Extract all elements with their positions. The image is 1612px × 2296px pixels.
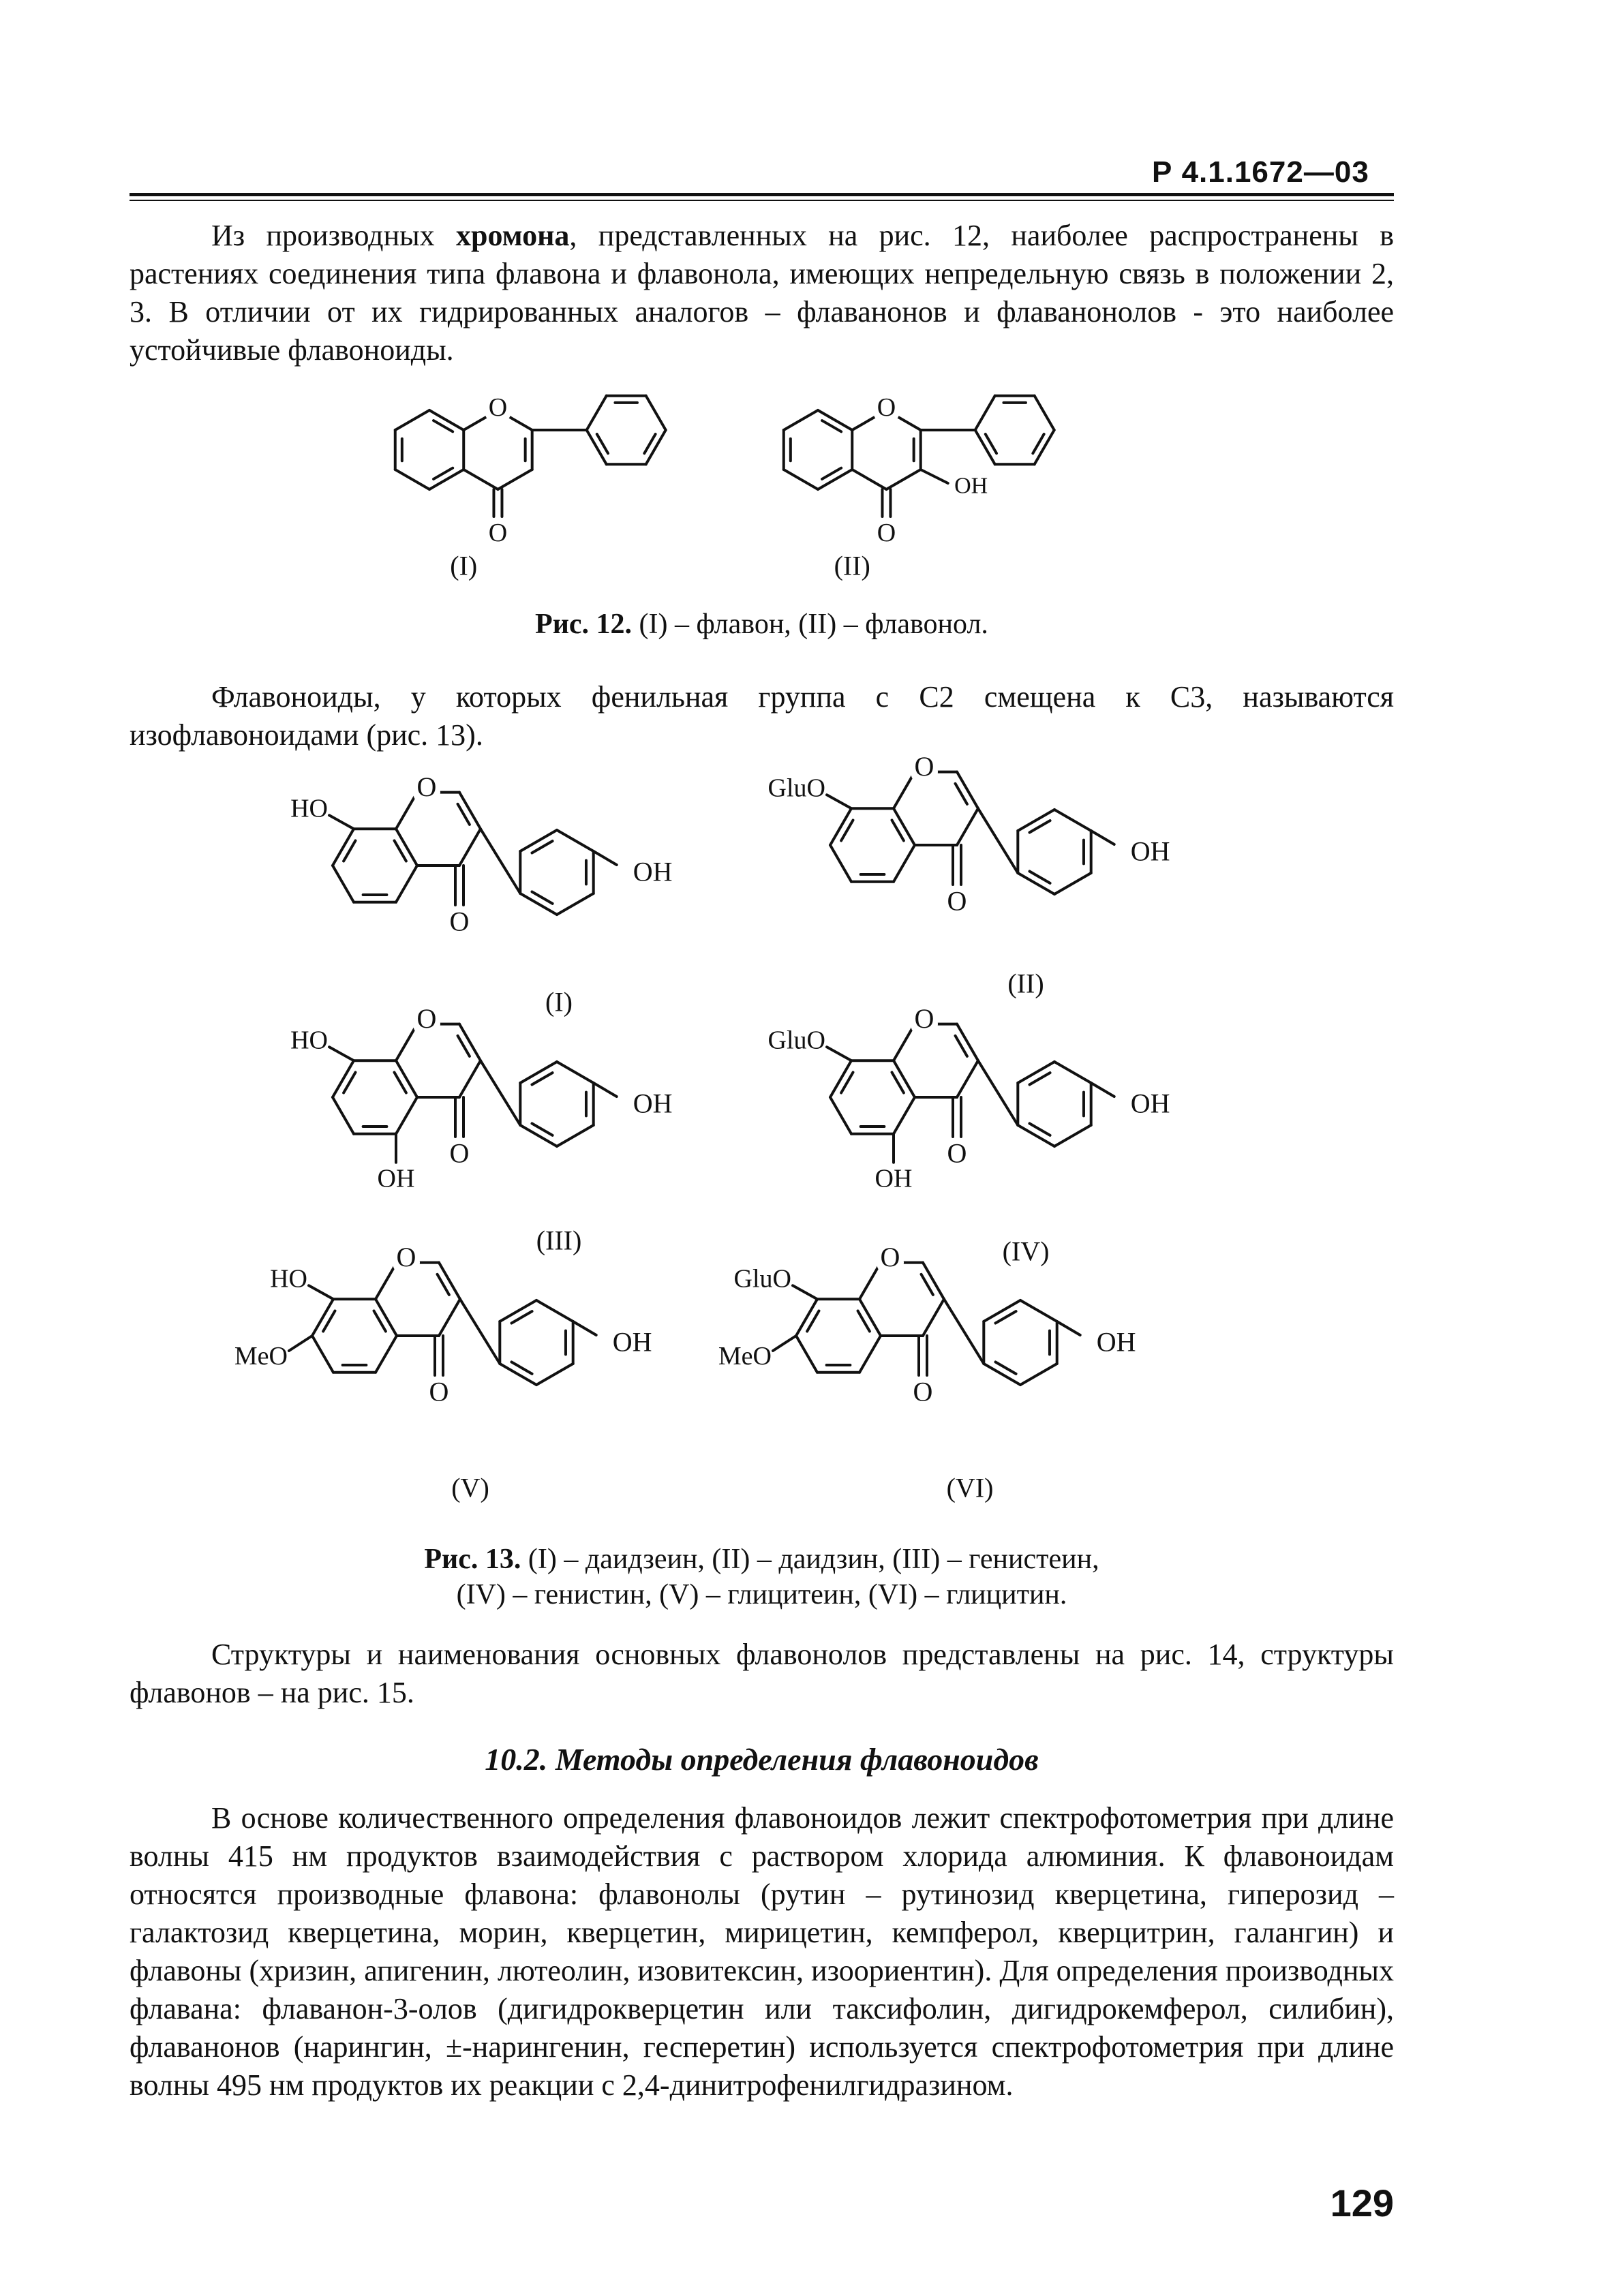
phenyl-bond bbox=[1035, 396, 1054, 430]
ring-a-bond bbox=[784, 470, 818, 489]
p1-before: Из производных bbox=[211, 219, 457, 252]
isoflavone-structure bbox=[768, 751, 1170, 916]
paragraph-methods bbox=[130, 1799, 1394, 2104]
phenyl-link-bond bbox=[978, 1060, 1018, 1125]
phenyl-bond bbox=[1020, 1300, 1057, 1321]
hydroxyl-4prime: OH bbox=[1130, 836, 1170, 867]
ring-a-bond bbox=[395, 470, 429, 489]
ring-a-bond bbox=[784, 410, 818, 430]
phenyl-bond bbox=[1020, 1364, 1057, 1385]
ring-c-bond bbox=[459, 1060, 481, 1097]
section-title: 10.2. Методы определения флавоноидов bbox=[485, 1742, 1039, 1777]
figure-13-structures bbox=[130, 751, 1394, 1527]
ring-c-bond bbox=[860, 1263, 881, 1300]
hydroxyl-4prime: OH bbox=[1096, 1326, 1136, 1358]
substituent-6: MeO bbox=[234, 1342, 288, 1371]
ring-c-bond bbox=[923, 1299, 944, 1336]
ring-a-bond bbox=[894, 845, 915, 882]
isoflavone-structure bbox=[234, 1242, 652, 1407]
structure-label: (II) bbox=[1007, 968, 1044, 999]
structure-label: (III) bbox=[536, 1225, 582, 1256]
fig12-caption-text: (I) – флавон, (II) – флавонол. bbox=[632, 609, 988, 640]
ring-oxygen: O bbox=[914, 1003, 934, 1035]
ring-a-bond bbox=[333, 866, 354, 902]
ring-oxygen: O bbox=[880, 1242, 900, 1273]
carbonyl-oxygen: O bbox=[429, 1376, 449, 1407]
isoflavone-structure bbox=[718, 1242, 1136, 1407]
ring-oxygen: O bbox=[914, 751, 934, 782]
structure-label: (VI) bbox=[946, 1472, 994, 1503]
phenyl-bond bbox=[975, 396, 995, 430]
phenyl-link-bond bbox=[460, 1299, 500, 1364]
phenyl-link-bond bbox=[944, 1299, 984, 1364]
oh-bond bbox=[1057, 1321, 1080, 1335]
isoflavone-structure bbox=[290, 771, 672, 936]
hydroxyl-4prime: OH bbox=[633, 1088, 673, 1119]
ring-oxygen: O bbox=[488, 393, 508, 422]
ring-a-bond bbox=[333, 1097, 354, 1134]
subst7-bond bbox=[827, 1047, 851, 1060]
subst7-bond bbox=[793, 1285, 817, 1299]
oh-bond bbox=[573, 1321, 596, 1335]
oh-bond bbox=[921, 470, 948, 483]
carbonyl-oxygen: O bbox=[449, 906, 470, 937]
page-number: 129 bbox=[1330, 2182, 1394, 2224]
phenyl-bond bbox=[536, 1300, 573, 1321]
ring-c-bond bbox=[376, 1263, 397, 1300]
ring-c-bond bbox=[886, 470, 920, 489]
carbonyl-oxygen: O bbox=[947, 885, 967, 917]
p1-bold-term: хромона bbox=[456, 219, 570, 252]
carbonyl-oxygen: O bbox=[488, 519, 508, 547]
phenyl-bond bbox=[1054, 1062, 1091, 1083]
ring-oxygen: O bbox=[877, 393, 896, 422]
substituent-7: GluO bbox=[733, 1264, 791, 1294]
ring-c-bond bbox=[463, 470, 498, 489]
substituent-7: GluO bbox=[767, 774, 825, 803]
phenyl-bond bbox=[557, 1062, 594, 1083]
structure-label: (IV) bbox=[1002, 1236, 1050, 1267]
subst6-bond bbox=[289, 1336, 312, 1351]
flavone-structure bbox=[395, 393, 666, 581]
carbonyl-oxygen: O bbox=[913, 1376, 933, 1407]
subst7-bond bbox=[329, 1047, 354, 1060]
ring-a-bond bbox=[395, 410, 429, 430]
ring-a-bond bbox=[396, 866, 417, 902]
ring-oxygen: O bbox=[416, 771, 437, 803]
subst7-bond bbox=[827, 795, 851, 808]
figure-12-structures bbox=[130, 382, 1394, 593]
subst7-bond bbox=[329, 815, 354, 829]
p1-after: , представленных на рис. 12, наиболее распространены в растениях соединения типа флавона и флавонола, имеющих непредельную связь в положении 2, 3. В отличии от их гидрированных аналогов – флаванонов и флаванонолов - это наиболее устойчивые флавоноиды. bbox=[130, 219, 1394, 367]
phenyl-bond bbox=[557, 893, 594, 915]
ring-c-bond bbox=[957, 808, 978, 845]
carbonyl-oxygen: O bbox=[877, 519, 896, 547]
isoflavone-structure bbox=[768, 1003, 1170, 1193]
ring-c-bond bbox=[894, 772, 915, 809]
ring-a-bond bbox=[860, 1336, 881, 1373]
ring-c-bond bbox=[396, 793, 417, 829]
oh-bond bbox=[1091, 831, 1114, 844]
structure-label: (I) bbox=[545, 986, 573, 1017]
ring-a-bond bbox=[894, 1097, 915, 1134]
substituent-7: HO bbox=[290, 1026, 328, 1055]
oh-bond bbox=[594, 1083, 617, 1097]
phenyl-link-bond bbox=[481, 829, 520, 893]
ring-c-bond bbox=[957, 1060, 978, 1097]
ring-c-bond bbox=[498, 470, 532, 489]
phenyl-bond bbox=[1054, 873, 1091, 894]
hydroxyl-4prime: OH bbox=[633, 856, 673, 887]
carbonyl-oxygen: O bbox=[449, 1137, 470, 1169]
figure-12-caption bbox=[130, 607, 1394, 642]
paragraph-isoflavonoids bbox=[130, 678, 1394, 754]
ring-oxygen: O bbox=[416, 1003, 437, 1035]
ring-a-bond bbox=[830, 1097, 851, 1134]
ring-a-bond bbox=[796, 1336, 817, 1373]
fig12-caption-label: Рис. 12. bbox=[535, 609, 633, 640]
p4-text: В основе количественного определения флавоноидов лежит спектрофотометрия при длине волны 415 нм продуктов взаимодействия с раствором хлорида алюминия. К флавоноидам относятся производные флавона: флавонолы (рутин – рутинозид кверцетина, гиперозид – галактозид кверцетина, морин, кверцетин, мирицетин, кемпферол, кверцитрин, галангин) и флавоны (хризин, апигенин, лютеолин, изовитексин, изоориентин). Для определения производных флавана: флаванон-3-олов (дигидрокверцетин или таксифолин, дигидрокемферол, силибин), флаванонов (нарингин, ±-нарингенин, гесперетин) используется спектрофотометрия при длине волны 495 нм продуктов их реакции с 2,4-динитрофенилгидразином. bbox=[130, 1801, 1394, 2102]
header-rule bbox=[130, 193, 1394, 196]
ring-a-bond bbox=[830, 845, 851, 882]
hydroxyl-4prime: OH bbox=[612, 1326, 652, 1358]
phenyl-bond bbox=[1054, 810, 1091, 831]
hydroxyl: OH bbox=[954, 473, 988, 499]
ring-a-bond bbox=[376, 1336, 397, 1373]
phenyl-bond bbox=[557, 830, 594, 851]
substituent-6: MeO bbox=[718, 1342, 772, 1371]
subst7-bond bbox=[309, 1285, 333, 1299]
phenyl-link-bond bbox=[978, 808, 1018, 873]
isoflavone-structure bbox=[290, 1003, 672, 1193]
ring-c-bond bbox=[894, 1024, 915, 1061]
phenyl-bond bbox=[1054, 1125, 1091, 1146]
document-number: Р 4.1.1672—03 bbox=[1152, 155, 1369, 189]
substituent-7: HO bbox=[290, 794, 328, 823]
fig13-caption-label: Рис. 13. bbox=[424, 1544, 521, 1575]
substituent-7: HO bbox=[270, 1264, 307, 1294]
ring-a-bond bbox=[396, 1097, 417, 1134]
fig13-caption-line1: (I) – даидзеин, (II) – даидзин, (III) – генистеин, bbox=[521, 1544, 1099, 1575]
structure-label: (I) bbox=[450, 550, 478, 581]
ring-c-bond bbox=[396, 1024, 417, 1061]
phenyl-link-bond bbox=[481, 1060, 520, 1125]
ring-c-bond bbox=[459, 829, 481, 866]
p2-text: Флавоноиды, у которых фенильная группа с С2 смещена к С3, называются изофлавоноидами (рис. 13). bbox=[130, 680, 1394, 752]
paragraph-chromone bbox=[130, 217, 1394, 369]
header-rule-thin bbox=[130, 200, 1394, 201]
substituent-7: GluO bbox=[767, 1026, 825, 1055]
phenyl-bond bbox=[587, 396, 607, 430]
ring-c-bond bbox=[852, 470, 886, 489]
ring-oxygen: O bbox=[396, 1242, 416, 1273]
phenyl-bond bbox=[646, 396, 666, 430]
oh-bond bbox=[594, 851, 617, 865]
substituent-5: OH bbox=[875, 1164, 913, 1193]
structure-label: (V) bbox=[451, 1472, 489, 1503]
oh-bond bbox=[1091, 1083, 1114, 1097]
phenyl-bond bbox=[557, 1125, 594, 1146]
structure-label: (II) bbox=[834, 550, 870, 581]
ring-a-bond bbox=[312, 1336, 333, 1373]
substituent-5: OH bbox=[377, 1164, 415, 1193]
subst6-bond bbox=[773, 1336, 796, 1351]
paragraph-structures bbox=[130, 1636, 1394, 1712]
figure-13-caption bbox=[130, 1542, 1394, 1612]
phenyl-bond bbox=[536, 1364, 573, 1385]
carbonyl-oxygen: O bbox=[947, 1137, 967, 1169]
ring-c-bond bbox=[439, 1299, 460, 1336]
hydroxyl-4prime: OH bbox=[1130, 1088, 1170, 1119]
fig13-caption-line2: (IV) – генистин, (V) – глицитеин, (VI) – глицитин. bbox=[456, 1579, 1067, 1610]
p3-text: Структуры и наименования основных флавонолов представлены на рис. 14, структуры флавонов – на рис. 15. bbox=[130, 1638, 1394, 1709]
flavone-structure bbox=[784, 393, 1054, 581]
